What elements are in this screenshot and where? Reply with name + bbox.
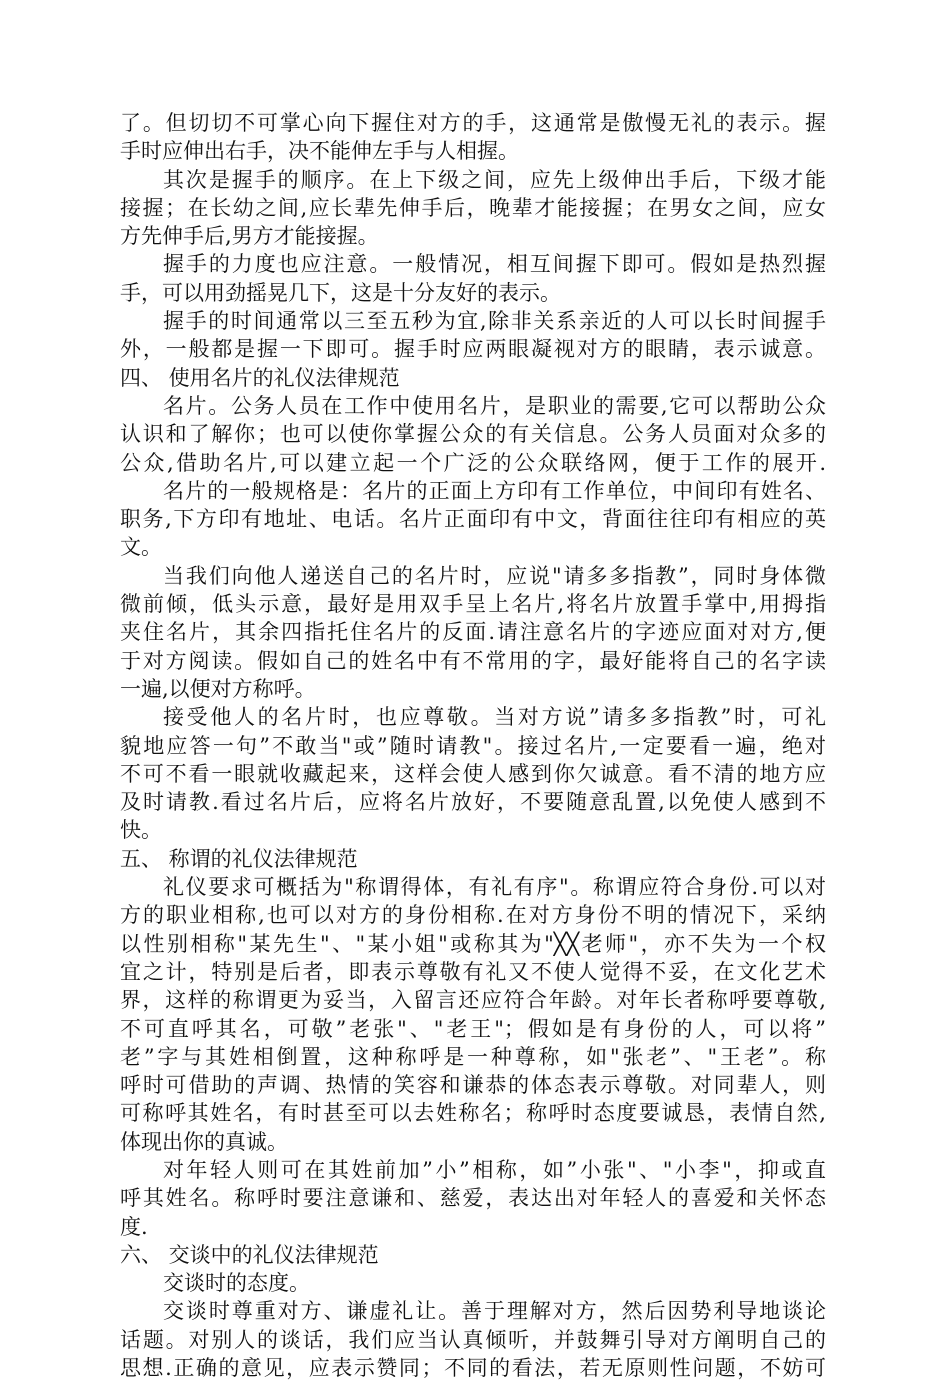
text-line: 貌地应答一句”不敢当"或”随时请教"。接过名片,一定要看一遍，绝对 — [120, 733, 826, 758]
text-line: 呼时可借助的声调、热情的笑容和谦恭的体态表示尊敬。对同辈人，则 — [120, 1073, 826, 1098]
paragraph-first-line: 名片的一般规格是：名片的正面上方印有工作单位，中间印有姓名、 — [163, 478, 826, 503]
paragraph-last-line: 手时应伸出右手，决不能伸左手与人相握。 — [120, 139, 519, 164]
text-line: 界，这样的称谓更为妥当，入留言还应符合年龄。对年长者称呼要尊敬, — [120, 988, 826, 1013]
text-line: 于对方阅读。假如自己的姓名中有不常用的字，最好能将自己的名字读 — [120, 648, 826, 673]
paragraph-first-line: 当我们向他人递送自己的名片时，应说"请多多指教”，同时身体微 — [163, 563, 826, 588]
text-line: 外，一般都是握一下即可。握手时应两眼凝视对方的眼睛，表示诚意。 — [120, 337, 826, 362]
document-page — [120, 109, 826, 1382]
section-heading: 六、 交谈中的礼仪法律规范 — [120, 1242, 379, 1267]
paragraph-first-line: 交谈时的态度。 — [163, 1271, 310, 1296]
paragraph-first-line: 礼仪要求可概括为"称谓得体，有礼有序"。称谓应符合身份.可以对 — [163, 875, 826, 900]
paragraph-first-line: 名片。公务人员在工作中使用名片，是职业的需要,它可以帮助公众 — [163, 393, 826, 418]
text-line: 思想.正确的意见，应表示赞同；不同的看法，若无原则性问题，不妨可 — [120, 1356, 826, 1381]
section-heading: 五、 称谓的礼仪法律规范 — [120, 846, 358, 871]
paragraph-last-line: 一遍,以便对方称呼。 — [120, 676, 316, 701]
paragraph-first-line: 其次是握手的顺序。在上下级之间，应先上级伸出手后，下级才能 — [163, 167, 826, 192]
text-line: 公众,借助名片,可以建立起一个广泛的公众联络网，便于工作的展开. — [120, 450, 826, 475]
text-line: 方的职业相称,也可以对方的身份相称.在对方身份不明的情况下，采纳 — [120, 903, 826, 928]
paragraph-last-line: 手，可以用劲摇晃几下，这是十分友好的表示。 — [120, 280, 561, 305]
text-line: 不可不看一眼就收藏起来，这样会使人感到你欠诚意。看不清的地方应 — [120, 761, 826, 786]
text-line: 接握；在长幼之间,应长辈先伸手后，晚辈才能接握；在男女之间，应女 — [120, 195, 826, 220]
paragraph-first-line: 握手的时间通常以三至五秒为宜,除非关系亲近的人可以长时间握手 — [163, 309, 826, 334]
paragraph-first-line: 接受他人的名片时，也应尊敬。当对方说”请多多指教”时，可礼 — [163, 705, 826, 730]
text-line: 夹住名片，其余四指托住名片的反面.请注意名片的字迹应面对对方,便 — [120, 620, 826, 645]
text-line: 微前倾，低头示意，最好是用双手呈上名片,将名片放置手掌中,用拇指 — [120, 592, 826, 617]
text-line: 职务,下方印有地址、电话。名片正面印有中文，背面往往印有相应的英 — [120, 507, 826, 532]
text-line: 不可直呼其名，可敬”老张"、"老王"；假如是有身份的人，可以将” — [120, 1016, 826, 1041]
text-line: 了。但切切不可掌心向下握住对方的手，这通常是傲慢无礼的表示。握 — [120, 111, 826, 135]
section-heading: 四、 使用名片的礼仪法律规范 — [120, 365, 400, 390]
paragraph-first-line: 握手的力度也应注意。一般情况，相互间握下即可。假如是热烈握 — [163, 252, 826, 277]
text-line: 及时请教.看过名片后，应将名片放好，不要随意乱置,以免使人感到不 — [120, 790, 826, 815]
paragraph-last-line: 方先伸手后,男方才能接握。 — [120, 224, 379, 249]
text-line: 以性别相称"某先生"、"某小姐"或称其为"╳╳老师"，亦不失为一个权 — [120, 931, 826, 956]
paragraph-last-line: 体现出你的真诚。 — [120, 1129, 288, 1154]
paragraph-last-line: 度. — [120, 1214, 148, 1239]
paragraph-first-line: 交谈时尊重对方、谦虚礼让。善于理解对方，然后因势利导地谈论 — [163, 1299, 826, 1324]
text-line: 话题。对别人的谈话，我们应当认真倾听，并鼓舞引导对方阐明自己的 — [120, 1327, 826, 1352]
paragraph-first-line: 对年轻人则可在其姓前加”小”相称，如”小张"、"小李"，抑或直 — [163, 1157, 826, 1182]
text-line: 宜之计，特别是后者，即表示尊敬有礼又不使人觉得不妥，在文化艺术 — [120, 959, 826, 984]
text-line: 认识和了解你；也可以使你掌握公众的有关信息。公务人员面对众多的 — [120, 422, 826, 447]
text-line: 呼其姓名。称呼时要注意谦和、慈爱，表达出对年轻人的喜爱和关怀态 — [120, 1186, 826, 1211]
paragraph-last-line: 快。 — [120, 818, 162, 843]
text-line: 可称呼其姓名，有时甚至可以去姓称名；称呼时态度要诚恳，表情自然, — [120, 1101, 826, 1126]
text-line: 老”字与其姓相倒置，这种称呼是一种尊称，如"张老”、"王老”。称 — [120, 1044, 826, 1069]
paragraph-last-line: 文。 — [120, 535, 162, 560]
